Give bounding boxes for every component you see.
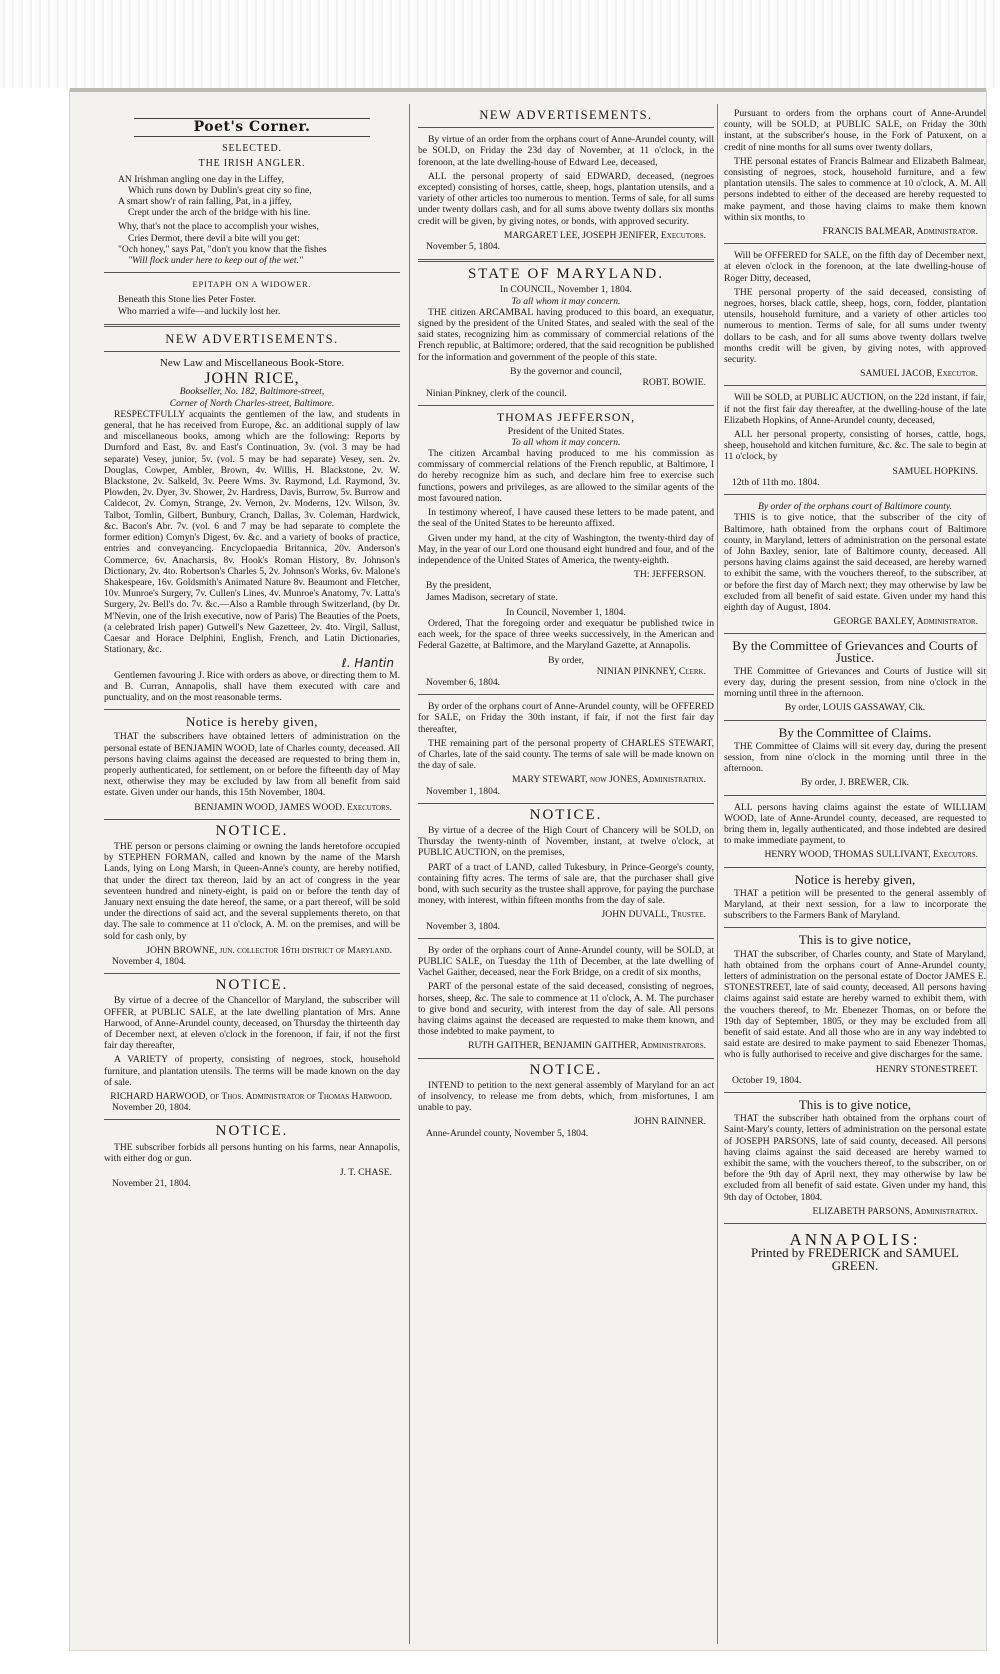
- column-rule-1: [409, 104, 410, 1644]
- rice-ad-body: Gentlemen favouring J. Rice with orders as above, or directing them to M. and B. Curran, Annapolis, shall have them executed with care and punctuality, and on the most reasonable terms.: [104, 669, 400, 703]
- handwritten-signature: ℓ. Hantin: [341, 656, 394, 671]
- divider: [104, 351, 400, 352]
- divider: [418, 405, 714, 406]
- poem-line: A smart show'r of rain falling, Pat, in a jiffey,: [118, 196, 292, 208]
- divider: [418, 259, 714, 262]
- parsons-signature: ELIZABETH PARSONS, Administratrix.: [812, 1205, 978, 1217]
- jacob-ad-body: THE personal property of the said deceased, consisting of negroes, horses, black cattle, sheep, hogs, corn, fodder, plantation utensils, household furniture, and a variety of other articles too numerous to mention. Terms of sale, for all sums under twenty dollars to be cash, and for all sums above twenty dollars twelve months credit will be given, by giving notes, with approved security.: [724, 286, 986, 366]
- gassaway-signature: By order, LOUIS GASSAWAY, Clk.: [784, 702, 926, 714]
- hopkins-ad-body: Will be SOLD, at PUBLIC AUCTION, on the 22d instant, if fair, if not the first fair day thereafter, at the dwelling-house of the late Elizabeth Hopkins, of Anne-Arundel county, deceased,: [724, 392, 986, 426]
- president-title: President of the United States.: [507, 425, 625, 437]
- lee-date: November 5, 1804.: [426, 241, 501, 253]
- notice-heading: Notice is hereby given,: [794, 871, 916, 887]
- duvall-ad-body: By virtue of a decree of the High Court of Chancery will be SOLD, on Thursday the twenty-ninth of November, instant, at twelve o'clock, at PUBLIC AUCTION, on the premises,: [418, 824, 714, 859]
- stonestreet-ad-body: THAT the subscriber, of Charles county, and State of Maryland, hath obtained from the orphans court of Anne-Arundel county, letters of administration on the personal estate of Doctor JAMES E. STONESTREET, late of said county, deceased. All persons having claims against said estate are hereby warned to exhibit them, with the vouchers thereof, to Mr. Ebenezer Thomas, on or before the 19th day of September, 1805, or they may be excluded from all benefit of said estate. And all those who are in any way indebted to said estate are desired to make payment to said Ebenezer Thomas, who is fully authorised to receive and give discharges for the same.: [724, 948, 986, 1061]
- rice-ad-body: RESPECTFULLY acquaints the gentlemen of the law, and students in general, that he has received from Europe, &c. an additional supply of law and miscellaneous books, among which are the following: Reports by Durnford and East, 8v. and East's Continuation, 3v. (vol. 3 may be had separate) Vesey, junior, 5v. (vol. 5 may be had separate) Vesey, sen. 2v. Douglas, Cowper, Ambler, Brown, 4v. Willis, H. Blackstone, 2v. W. Blackstone, 2v. Salkeld, 3v. Peere Wms. 3v. Raymond, Ld. Raymond, 3v. Plowden, 2v. Dyer, 3v. Shower, 2v. Hardress, Davis, Burrow, 5v. Burrow and Caldecot, 2v. Comyn, Strange, 2v. Vernon, 2v. Moderns, 12v. Wilson, 3v. Talbot, Tomlin, Gilbert, Bunbury, Cranch, Dallas, 3v. Coleman, Hardwick, &c. Bacon's Abr. 7v. (vol. 6 and 7 may be had separate to complete the former edition) Comyn's Digest, 6v. &c. and a variety of books of practice, entries and conveyancing. Encyclopaedia Britannica, 20v. Anderson's Commerce, 6v. Anacharsis, 8v. Hook's Roman History, 8v. Johnson's Dictionary, 2v. 4to. Robertson's Charles 5, 2v. Johnson's Works, 6v. Malone's Shakespeare, 16v. Goldsmith's Animated Nature 8v. Beaumont and Fletcher, 10v. Munroe's Surgery, 7v. Cullen's Lines, 4v. Munroe's Anatomy, 7v. Latta's Surgery, 2v. Bell's do. 7v. &c.—Also a Ramble through Switzerland, (by Dr. M'Nevin, one of the Irish executive, now of Paris) The Beauties of the Poets, (a celebrated Irish paper) Gutwell's New Gazetteer, 2v. 4to. Virgil, Sallust, Caesar and Horace Delphini, English, French, and Latin Dictionaries, Stationary, &c.: [104, 408, 400, 656]
- column-3: [724, 108, 986, 1638]
- forman-ad-body: THE person or persons claiming or owning the lands heretofore occupied by STEPHEN FORMAN, called and known by the name of the Marsh Lands, lying on Long Marsh, in Queen-Anne's county, are hereby notified, that under the direct tax thereon, laid by an act of congress in the year seventeen hundred and ninety-eight, is paid on or before the tenth day of January next ensuing the date hereof, the same, or a part thereof, will be sold under the directions of said act, and the several supplements thereto, on that day. The sale to commence at 11 o'clock, A. M. on the premises, and will be sold for cash only, by: [104, 840, 400, 942]
- by-order: By order,: [548, 654, 584, 666]
- divider: [418, 127, 714, 128]
- notice-heading: Notice is hereby given,: [185, 714, 319, 730]
- gaither-ad-body: PART of the personal estate of the said deceased, consisting of negroes, horses, sheep, &c. The sale to commence at 11 o'clock, A. M. The purchaser to give bond and security, with interest from the day of sale. All persons having claims against the deceased are requested to make them known, and those indebted to make payment, to: [418, 981, 714, 1038]
- poem-line: AN Irishman angling one day in the Liffey,: [118, 173, 284, 185]
- wood-ad-body: ALL persons having claims against the estate of WILLIAM WOOD, late of Anne-Arundel county, deceased, are requested to bring them in, legally authenticated, and those indebted are desired to make immediate payment, to: [724, 801, 986, 847]
- lee-signature: MARGARET LEE, JOSEPH JENIFER, Executors.: [503, 229, 706, 241]
- browne-signature: JOHN BROWNE, jun. collector 16th district of Maryland.: [146, 944, 392, 956]
- parsons-ad-body: THAT the subscriber hath obtained from the orphans court of Saint-Mary's county, letters of administration on the personal estate of JOSEPH PARSONS, late of said county, deceased. All persons having claims against the said deceased are hereby warned to exhibit the same, with the vouchers thereof, to the subscriber, on or before the 9th day of April next, they may otherwise by law be excluded from all benefit of said estate. Given under my hand, this 9th day of October, 1804.: [724, 1113, 986, 1203]
- chase-ad-body: THE subscriber forbids all persons hunting on his farms, near Annapolis, with either dog or gun.: [104, 1141, 400, 1164]
- notice-heading: NOTICE.: [215, 977, 289, 994]
- jefferson-body: The citizen Arcambal having produced to me his commission as commissary of commercial relations of the French republic, at Baltimore, I do hereby recognize him as such, and declare him free to exercise such functions, powers and privileges, as are allowed to the similar agents of the most favoured nation.: [418, 448, 714, 504]
- divider: [104, 324, 400, 327]
- poem-line: Which runs down by Dublin's great city so fine,: [128, 184, 312, 196]
- divider: [724, 633, 986, 634]
- bookstore-heading: New Law and Miscellaneous Book-Store.: [159, 357, 345, 370]
- notice-heading: NOTICE.: [215, 1123, 289, 1140]
- by-president: By the president,: [426, 580, 492, 592]
- gaither-ad-body: By order of the orphans court of Anne-Arundel county, will be SOLD, at PUBLIC SALE, on Tuesday the 11th of December, at the late dwelling of Vachel Gaither, deceased, near the Fork Bridge, on a credit of six months,: [418, 944, 714, 979]
- divider: [724, 1223, 986, 1224]
- rainner-ad-body: INTEND to petition to the next general assembly of Maryland for an act of insolvency, to release me from debts, which, from misfortunes, I am unable to pay.: [418, 1079, 714, 1114]
- claims-body: THE Committee of Claims will sit every day, during the present session, from nine o'clock in the morning until three in the afternoon.: [724, 740, 986, 775]
- grievances-heading: By the Committee of Grievances and Courts of Justice.: [732, 638, 978, 665]
- poem-title: THE IRISH ANGLER.: [198, 158, 306, 170]
- annapolis-imprint: ANNAPOLIS:: [789, 1230, 921, 1250]
- stewart-signature: MARY STEWART, now JONES, Administratrix.: [512, 774, 706, 786]
- poem-line: Cries Dermot, there devil a bite will you get:: [128, 232, 300, 244]
- lee-ad-body: By virtue of an order from the orphans court of Anne-Arundel county, will be SOLD, on Friday the 23d day of November, at 11 o'clock, in the forenoon, at the late dwelling-house of Edward Lee, deceased,: [418, 134, 714, 168]
- divider: [418, 803, 714, 804]
- duvall-date: November 3, 1804.: [426, 920, 501, 932]
- notice-heading: NOTICE.: [529, 1061, 603, 1078]
- pinkney-clerk: Ninian Pinkney, clerk of the council.: [426, 388, 567, 400]
- rice-address: Corner of North Charles-street, Baltimore.: [169, 397, 335, 409]
- column-2: [418, 108, 714, 1638]
- poets-corner-heading: Poet's Corner.: [134, 118, 370, 137]
- poem: [104, 174, 400, 267]
- divider: [724, 243, 986, 244]
- balmear-ad-body: THE personal estates of Francis Balmear and Elizabeth Balmear, consisting of negroes, stock, household furniture, and a few plantation utensils. The sales to commence at 10 o'clock, A. M. All persons indebted to either of the deceased are hereby requested to make payment, and those having claims to make them known within six months, to: [724, 155, 986, 223]
- selected-label: SELECTED.: [222, 143, 282, 155]
- new-ads-heading: NEW ADVERTISEMENTS.: [165, 331, 339, 346]
- harwood-signature: RICHARD HARWOOD, of Thos. Administrator of Thomas Harwood.: [110, 1091, 392, 1103]
- nov6-date: November 6, 1804.: [426, 676, 501, 688]
- balmear-ad-body: Pursuant to orders from the orphans court of Anne-Arundel county, will be SOLD, at PUBLIC SALE, on Friday the 30th instant, at the subscriber's house, in the Fork of Patuxent, on a credit of nine months for all sums over twenty dollars,: [724, 108, 986, 153]
- divider: [104, 1119, 400, 1120]
- chase-signature: J. T. CHASE.: [339, 1167, 392, 1179]
- stonestreet-date: October 19, 1804.: [732, 1074, 802, 1086]
- epitaph-line: Who married a wife—and luckily lost her.: [118, 305, 281, 317]
- council-date: In Council, November 1, 1804.: [506, 606, 626, 618]
- poem-line: "Och honey," says Pat, "don't you know that the fishes: [118, 243, 327, 255]
- hopkins-ad-body: ALL her personal property, consisting of horses, cattle, hogs, sheep, household and kitchen furniture, &c. &c. The sale to begin at 11 o'clock, by: [724, 429, 986, 463]
- jefferson-body: In testimony whereof, I have caused these letters to be made patent, and the seal of the United States to be hereunto affixed.: [418, 507, 714, 530]
- divider: [724, 867, 986, 868]
- jefferson-body: Given under my hand, at the city of Washington, the twenty-third day of May, in the year of our Lord one thousand eight hundred and four, and of the independence of the United States of America, the twenty-eighth.: [418, 532, 714, 566]
- divider: [724, 927, 986, 928]
- divider: [104, 973, 400, 974]
- harwood-ad-body: A VARIETY of property, consisting of negroes, stock, household furniture, and plantation utensils. The terms will be made known on the day of sale.: [104, 1054, 400, 1088]
- printer-line: Printed by FREDERICK and SAMUEL: [751, 1245, 959, 1261]
- browne-date: November 4, 1804.: [112, 956, 187, 967]
- duvall-ad-body: PART of a tract of LAND, called Tukesbury, in Prince-George's county, containing fifty acres. The terms of sale are, that the purchaser shall give bond, with such security as the trustee shall approve, for paying the purchase money, with interest, within fifteen months from the day of sale.: [418, 861, 714, 907]
- divider: [724, 720, 986, 721]
- divider: [724, 1092, 986, 1093]
- ordered-body: Ordered, That the foregoing order and exequatur be published twice in each week, for the space of three weeks successively, in the American and Federal Gazette, at Baltimore, and the Maryland Gazette, at Annapolis.: [418, 617, 714, 652]
- lee-ad-body: ALL the personal property of said EDWARD, deceased, (negroes excepted) consisting of horses, cattle, sheep, hogs, plantation utensils, and a variety of other articles too numerous to mention. Terms of sale, for all sums under twenty dollars cash, and for all sums above twenty dollars six months credit will be given, by giving notes, or bonds, with approved security.: [418, 170, 714, 227]
- divider: [418, 694, 714, 695]
- pinkney-signature: NINIAN PINKNEY, Clerk.: [596, 665, 706, 677]
- jefferson-name: THOMAS JEFFERSON,: [496, 410, 636, 425]
- baxley-heading: By order of the orphans court of Baltimore county.: [757, 501, 953, 513]
- grievances-body: THE Committee of Grievances and Courts of Justice will sit every day, during the present session, from nine o'clock in the morning until three in the afternoon.: [724, 665, 986, 700]
- wood-ad-signature: BENJAMIN WOOD, JAMES WOOD. Executors.: [194, 801, 392, 813]
- rainner-date: Anne-Arundel county, November 5, 1804.: [426, 1127, 589, 1139]
- baxley-signature: GEORGE BAXLEY, Administrator.: [833, 616, 978, 628]
- page-top-edge: [70, 88, 986, 92]
- give-notice-heading: This is to give notice,: [798, 1097, 912, 1113]
- duvall-signature: JOHN DUVALL, Trustee.: [601, 909, 706, 921]
- bowie-signature: ROBT. BOWIE.: [642, 377, 706, 389]
- divider: [104, 819, 400, 820]
- john-rice-name: JOHN RICE,: [204, 370, 300, 388]
- poem-line: Why, that's not the place to accomplish your wishes,: [118, 221, 319, 233]
- by-governor: By the governor and council,: [510, 365, 622, 377]
- jacob-ad-body: Will be OFFERED for SALE, on the fifth day of December next, at eleven o'clock in the forenoon, at the late dwelling-house of Roger Ditty, deceased,: [724, 250, 986, 284]
- balmear-signature: FRANCIS BALMEAR, Administrator.: [822, 226, 978, 238]
- baxley-ad-body: THIS is to give notice, that the subscriber of the city of Baltimore, hath obtained from the orphans court of Baltimore county, in Maryland, letters of administration on the personal estate of John Baxley, senior, late of Baltimore county, deceased. All persons having claims against the said deceased, are hereby warned to exhibit the same, with the vouchers thereof, to the subscriber, at or before the first day of March next; they may otherwise by law be excluded from all benefit of said estate. Given under my hand this eighth day of August, 1804.: [724, 512, 986, 613]
- hopkins-signature: SAMUEL HOPKINS.: [892, 465, 978, 477]
- brewer-signature: By order, J. BREWER, Clk.: [801, 777, 909, 789]
- poem-line: Crept under the arch of the bridge with his line.: [128, 207, 311, 219]
- poem-line: "Will flock under here to keep out of the wet.": [128, 255, 304, 267]
- divider: [418, 938, 714, 939]
- column-rule-2: [717, 104, 718, 1644]
- to-all-line: To all whom it may concern.: [511, 436, 621, 448]
- harwood-ad-body: By virtue of a decree of the Chancellor of Maryland, the subscriber will OFFER, at PUBLIC SALE, at the late dwelling plantation of Mrs. Anne Harwood, of Anne-Arundel county, deceased, on Thursday the thirteenth day of December next, at eleven o'clock in the forenoon, if fair, if not the first fair day thereafter,: [104, 995, 400, 1052]
- jacob-signature: SAMUEL JACOB, Executor.: [860, 368, 978, 380]
- divider: [724, 385, 986, 386]
- divider: [724, 795, 986, 796]
- divider: [104, 272, 400, 273]
- rainner-signature: JOHN RAINNER.: [634, 1116, 706, 1128]
- to-all-line: To all whom it may concern.: [511, 295, 621, 307]
- printer-name: GREEN.: [831, 1258, 879, 1274]
- divider: [724, 494, 986, 495]
- arcambal-body: THE citizen ARCAMBAL having produced to this board, an exequatur, signed by the president of the United States, and sealed with the seal of the said states, recognizing him as commissary of commercial relations of the French republic, at Baltimore; ordered, that the said recognition be published for the information and government of the people of this state.: [418, 306, 714, 363]
- council-date: In COUNCIL, November 1, 1804.: [500, 284, 632, 296]
- chase-date: November 21, 1804.: [112, 1178, 191, 1190]
- stewart-date: November 1, 1804.: [426, 785, 501, 797]
- column-1: [104, 108, 400, 1638]
- stonestreet-signature: HENRY STONESTREET.: [875, 1063, 978, 1075]
- notice-heading: NOTICE.: [529, 806, 603, 823]
- epitaph-title: EPITAPH ON A WIDOWER.: [192, 279, 312, 290]
- stewart-ad-body: By order of the orphans court of Anne-Arundel county, will be OFFERED for SALE, on Friday the 30th instant, if fair, if not the first fair day thereafter,: [418, 701, 714, 735]
- notice-heading: NOTICE.: [215, 822, 289, 839]
- jefferson-signature: TH: JEFFERSON.: [634, 569, 706, 581]
- stewart-ad-body: THE remaining part of the personal property of CHARLES STEWART, of Charles, late of the said county. The terms of sale will be made known on the day of sale.: [418, 737, 714, 772]
- state-heading: STATE OF MARYLAND.: [467, 266, 665, 283]
- epitaph-line: Beneath this Stone lies Peter Foster.: [118, 294, 257, 306]
- torn-top-edge: [0, 0, 1000, 88]
- madison-line: James Madison, secretary of state.: [426, 591, 558, 603]
- give-notice-heading: This is to give notice,: [798, 932, 912, 948]
- rice-address: Bookseller, No. 182, Baltimore-street,: [179, 386, 325, 398]
- harwood-date: November 20, 1804.: [112, 1102, 191, 1114]
- bank-ad-body: THAT a petition will be presented to the general assembly of Maryland, at their next session, for a law to incorporate the subscribers to the Farmers Bank of Maryland.: [724, 887, 986, 922]
- divider: [418, 1058, 714, 1059]
- divider: [104, 709, 400, 710]
- claims-heading: By the Committee of Claims.: [778, 724, 932, 740]
- wood-signature: HENRY WOOD, THOMAS SULLIVANT, Executors.: [764, 849, 978, 861]
- hopkins-date: 12th of 11th mo. 1804.: [732, 476, 820, 488]
- gaither-signature: RUTH GAITHER, BENJAMIN GAITHER, Administrators.: [468, 1040, 706, 1052]
- new-ads-heading: NEW ADVERTISEMENTS.: [479, 108, 653, 122]
- wood-ad-body: THAT the subscribers have obtained letters of administration on the personal estate of BENJAMIN WOOD, late of Charles county, deceased. All persons having claims against the deceased are requested to bring them in, properly authenticated, for settlement, on or before the fifteenth day of May next, otherwise they may be excluded by law from all benefit from said estate. Given under our hands, this 15th November, 1804.: [104, 731, 400, 799]
